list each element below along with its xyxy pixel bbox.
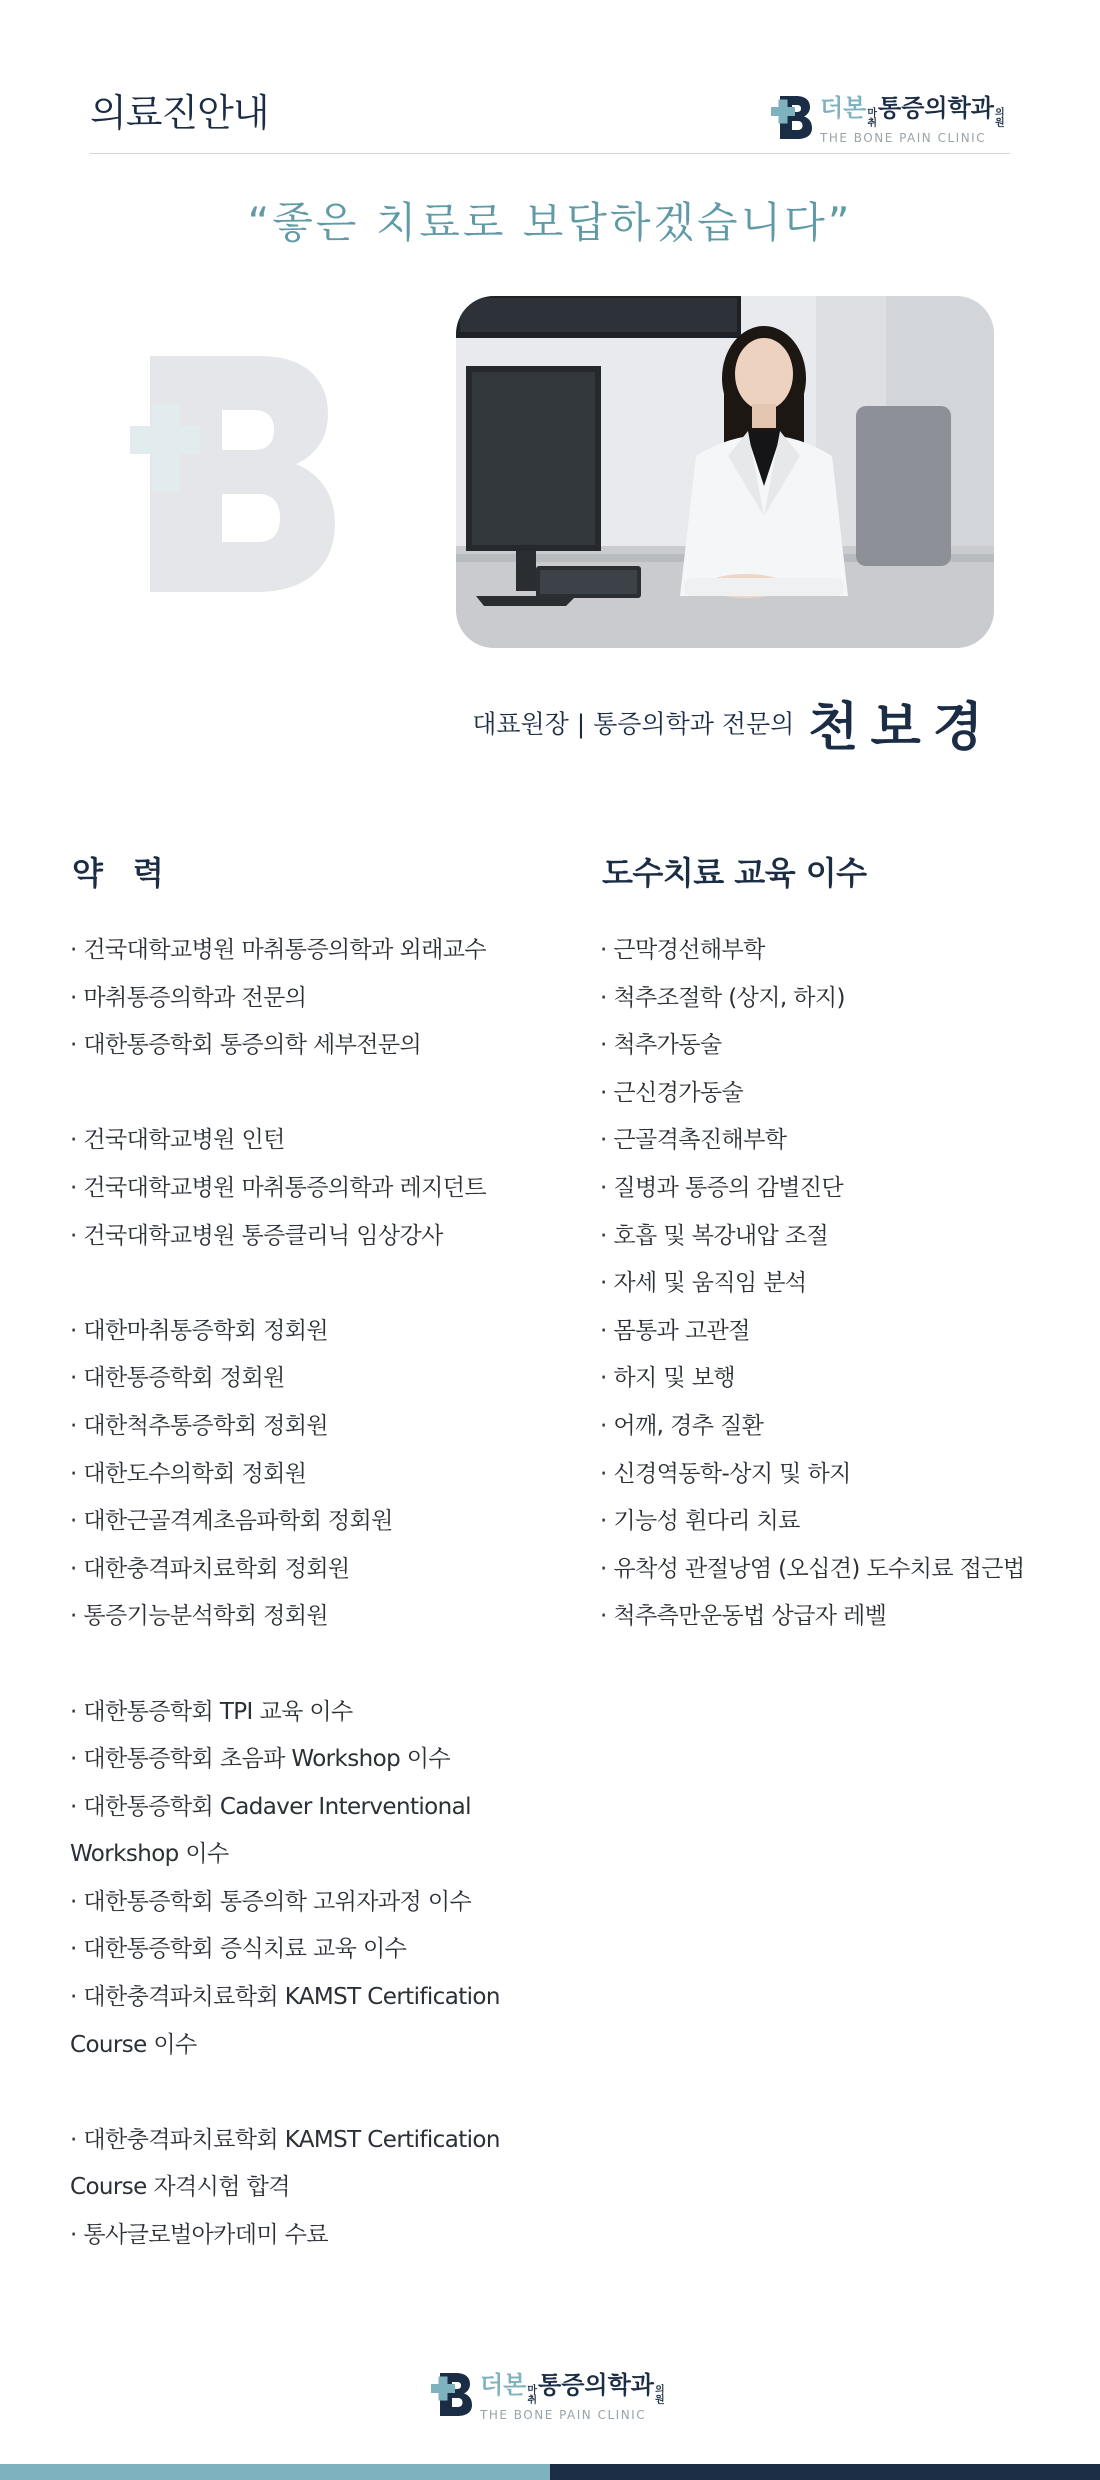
page-title: 의료진안내 [90,91,269,135]
list-item: · 대한도수의학회 정회원 [70,1460,307,1487]
b-watermark-icon [130,356,335,592]
list-item: · 근막경선해부학 [600,937,765,963]
list-item: · 호흡 및 복강내압 조절 [600,1222,829,1249]
list-item: · 건국대학교병원 마취통증의학과 레지던트 [70,1174,486,1201]
slogan: “좋은 치료로 보답하겠습니다” [247,198,853,247]
doctor-role: 대표원장 | 통증의학과 전문의 [472,709,795,739]
doctor-name: 천보경 [808,698,995,758]
list-item: · 대한마취통증학회 정회원 [70,1317,328,1344]
list-item: · 대한통증학회 통증의학 세부전문의 [70,1032,422,1059]
list-item: · 척추조절학 (상지, 하지) [600,984,845,1011]
list-item: · 어깨, 경추 질환 [600,1412,764,1439]
list-spacer [70,2069,500,2117]
list-item: · 대한척추통증학회 정회원 [70,1412,328,1439]
manual-therapy-list [600,927,1025,1641]
footer-bar-teal [0,2464,550,2480]
list-item: · 근골격촉진해부학 [600,1127,787,1154]
logo-korean-name: 더본 마 취 통증의학과 의 원 [480,2371,665,2406]
list-item: · 대한충격파치료학회 정회원 [70,1555,350,1582]
list-item: · 대한통증학회 증식치료 교육 이수 [70,1936,407,1963]
list-item: Course 자격시험 합격 [70,2174,290,2201]
logo-english-name: THE BONE PAIN CLINIC [480,2408,647,2422]
list-item: · 하지 및 보행 [600,1365,735,1392]
doctor-photo-illustration [456,296,994,648]
list-item: · 자세 및 움직임 분석 [600,1270,807,1297]
header-divider [90,153,1010,154]
list-item: · 대한통증학회 Cadaver Interventional [70,1793,471,1820]
manual-therapy-section-title: 도수치료 교육 이수 [602,854,867,892]
list-item: · 대한통증학회 초음파 Workshop 이수 [70,1746,451,1773]
list-item: · 척추측만운동법 상급자 레벨 [600,1603,887,1630]
list-item: Workshop 이수 [70,1841,229,1868]
list-spacer [70,1641,500,1689]
list-item: · 마취통증의학과 전문의 [70,984,307,1011]
list-item: · 근신경가동술 [600,1079,744,1106]
list-item: · 대한충격파치료학회 KAMST Certification [70,2126,500,2153]
logo-english-name: THE BONE PAIN CLINIC [820,131,987,145]
clinic-b-logo-icon [770,92,814,142]
list-item: · 대한통증학회 TPI 교육 이수 [70,1698,353,1725]
list-item: · 몸통과 고관절 [600,1317,750,1344]
list-spacer [70,1260,500,1308]
list-item: · 대한근골격계초음파학회 정회원 [70,1508,393,1535]
clinic-logo-header[interactable] [770,88,1006,145]
list-item: · 척추가동술 [600,1032,722,1059]
list-item: · 기능성 휜다리 치료 [600,1508,800,1535]
logo-korean-name: 더본 마 취 통증의학과 의 원 [820,94,1005,129]
list-item: · 통사글로벌아카데미 수료 [70,2222,328,2249]
list-item: · 질병과 통증의 감별진단 [600,1174,844,1201]
list-item: · 건국대학교병원 통증클리닉 임상강사 [70,1222,443,1249]
list-item: · 대한통증학회 통증의학 고위자과정 이수 [70,1888,472,1915]
doctor-photo [456,296,994,648]
list-item: · 통증기능분석학회 정회원 [70,1603,328,1630]
doctor-name-line [450,685,995,760]
career-list [70,927,500,2260]
clinic-b-logo-icon [430,2369,474,2419]
list-item: · 건국대학교병원 마취통증의학과 외래교수 [70,937,486,963]
footer-bar-navy [550,2464,1100,2480]
list-item: · 건국대학교병원 인턴 [70,1127,285,1154]
list-item: · 대한충격파치료학회 KAMST Certification [70,1984,500,2011]
clinic-logo-footer[interactable] [430,2365,666,2422]
career-section-title: 약력 [72,854,194,892]
list-item: · 유착성 관절낭염 (오십견) 도수치료 접근법 [600,1555,1025,1582]
list-item: · 대한통증학회 정회원 [70,1365,285,1392]
list-item: · 신경역동학-상지 및 하지 [600,1460,851,1487]
list-item: Course 이수 [70,2031,197,2058]
list-spacer [70,1070,500,1118]
